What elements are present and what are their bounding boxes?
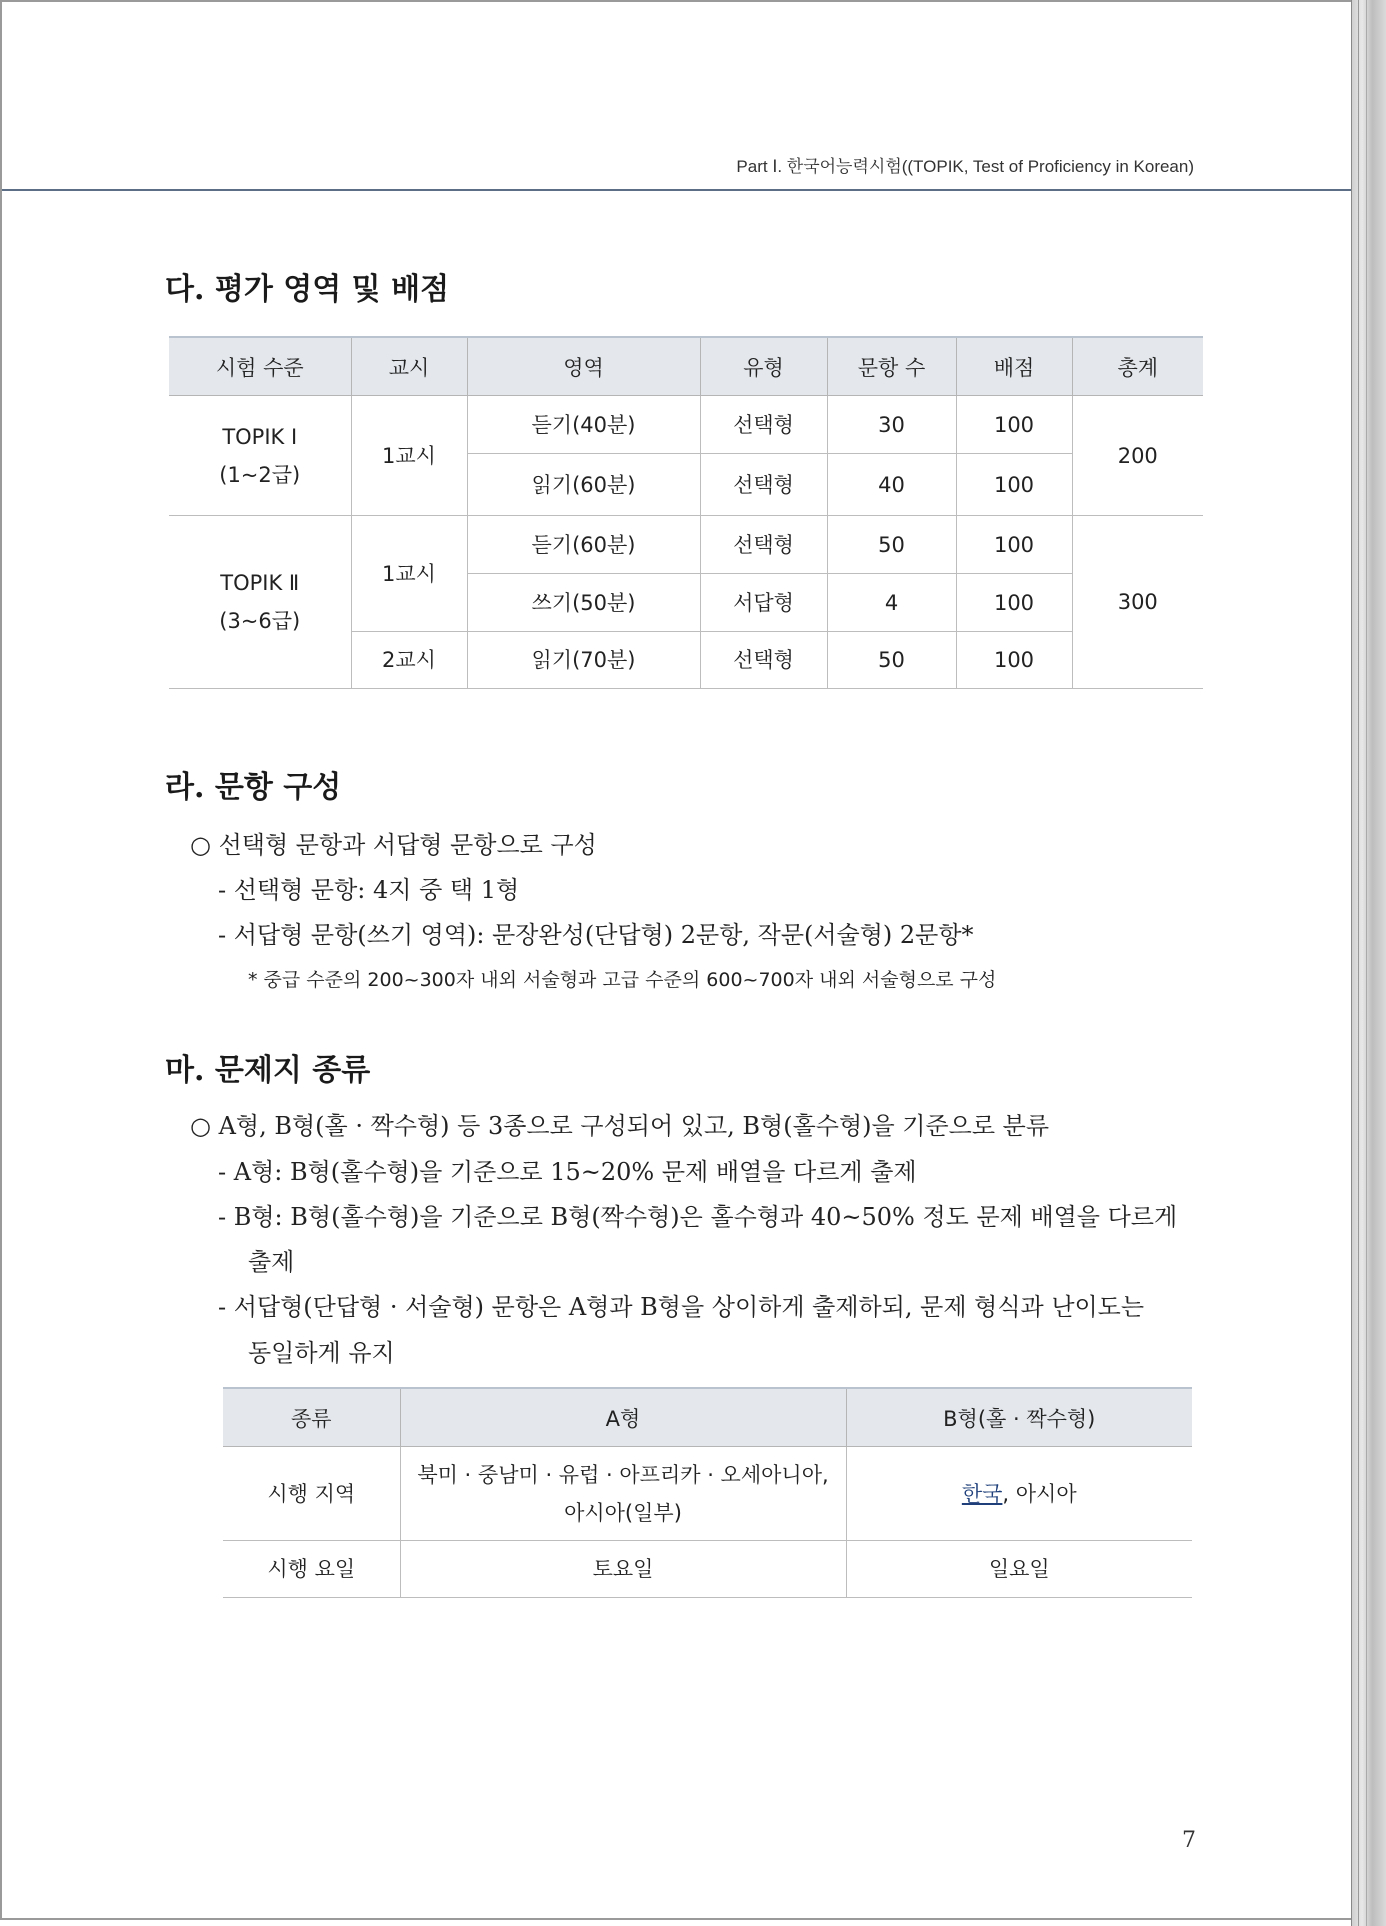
footnote-text: * 중급 수준의 200~300자 내외 서술형과 고급 수준의 600~700자 내외 서술형으로 구성 bbox=[248, 969, 997, 991]
booklet-types-table bbox=[223, 1387, 1192, 1598]
count-cell: 40 bbox=[827, 454, 956, 516]
count-cell: 30 bbox=[827, 396, 956, 454]
score-cell: 100 bbox=[956, 516, 1072, 574]
level-grades: (1~2급) bbox=[219, 462, 301, 487]
total-cell: 200 bbox=[1072, 396, 1203, 516]
level-grades: (3~6급) bbox=[219, 609, 301, 633]
table-row bbox=[169, 516, 1203, 574]
count-cell: 50 bbox=[827, 516, 956, 574]
header-cell: 교시 bbox=[351, 337, 467, 396]
table-row bbox=[169, 396, 1203, 454]
type-cell: 선택형 bbox=[700, 454, 827, 516]
section-title-booklet-types: 마. 문제지 종류 bbox=[165, 1053, 371, 1088]
region-a-cell bbox=[400, 1447, 846, 1541]
score-cell: 100 bbox=[956, 396, 1072, 454]
area-cell: 읽기(60분) bbox=[467, 454, 700, 516]
period-cell: 1교시 bbox=[351, 396, 467, 516]
section-title-evaluation: 다. 평가 영역 및 배점 bbox=[165, 272, 450, 307]
score-cell: 100 bbox=[956, 574, 1072, 632]
running-header: Part Ⅰ. 한국어능력시험((TOPIK, Test of Proficiency in Korean) bbox=[736, 157, 1194, 176]
table-row bbox=[223, 1447, 1192, 1541]
header-cell: 문항 수 bbox=[827, 337, 956, 396]
row-label: 시행 요일 bbox=[223, 1541, 400, 1598]
level-name: TOPIK Ⅰ bbox=[222, 424, 298, 449]
dash-text: - 서답형 문항(쓰기 영역): 문장완성(단답형) 2문항, 작문(서술형) 2문항* bbox=[218, 921, 974, 949]
page-number: 7 bbox=[1182, 1828, 1196, 1853]
header-cell: 시험 수준 bbox=[169, 337, 351, 396]
day-b-cell: 일요일 bbox=[846, 1541, 1192, 1598]
table-header-row bbox=[169, 337, 1203, 396]
dash-text: - A형: B형(홀수형)을 기준으로 15~20% 문제 배열을 다르게 출제 bbox=[218, 1158, 917, 1186]
area-cell: 읽기(70분) bbox=[467, 632, 700, 689]
row-label: 시행 지역 bbox=[223, 1447, 400, 1541]
area-cell: 쓰기(50분) bbox=[467, 574, 700, 632]
header-cell: 영역 bbox=[467, 337, 700, 396]
level-cell bbox=[169, 516, 351, 689]
region-b-rest: , 아시아 bbox=[1002, 1481, 1077, 1506]
region-a-line: 아시아(일부) bbox=[564, 1500, 682, 1525]
score-cell: 100 bbox=[956, 632, 1072, 689]
day-a-cell: 토요일 bbox=[400, 1541, 846, 1598]
dash-text: - 서답형(단답형 · 서술형) 문항은 A형과 B형을 상이하게 출제하되, 문제 형식과 난이도는 bbox=[218, 1293, 1145, 1321]
page-edge bbox=[1351, 0, 1386, 1926]
type-cell: 선택형 bbox=[700, 396, 827, 454]
section-title-item-composition: 라. 문항 구성 bbox=[165, 770, 342, 805]
header-rule bbox=[2, 189, 1356, 191]
header-cell: 배점 bbox=[956, 337, 1072, 396]
total-cell: 300 bbox=[1072, 516, 1203, 689]
level-cell bbox=[169, 396, 351, 516]
dash-text-continued: 출제 bbox=[248, 1248, 295, 1276]
dash-text: - B형: B형(홀수형)을 기준으로 B형(짝수형)은 홀수형과 40~50% 정도 문제 배열을 다르게 bbox=[218, 1203, 1178, 1231]
score-cell: 100 bbox=[956, 454, 1072, 516]
header-cell: A형 bbox=[400, 1388, 846, 1447]
table-header-row bbox=[223, 1388, 1192, 1447]
count-cell: 50 bbox=[827, 632, 956, 689]
period-cell: 1교시 bbox=[351, 516, 467, 632]
bullet-text: ○ 선택형 문항과 서답형 문항으로 구성 bbox=[190, 831, 597, 859]
evaluation-table bbox=[169, 336, 1203, 689]
area-cell: 듣기(60분) bbox=[467, 516, 700, 574]
dash-text: - 선택형 문항: 4지 중 택 1형 bbox=[218, 876, 520, 904]
period-cell: 2교시 bbox=[351, 632, 467, 689]
region-a-line: 북미 · 중남미 · 유럽 · 아프리카 · 오세아니아, bbox=[417, 1462, 829, 1487]
header-cell: 종류 bbox=[223, 1388, 400, 1447]
bullet-text: ○ A형, B형(홀 · 짝수형) 등 3종으로 구성되어 있고, B형(홀수형)을 기준으로 분류 bbox=[190, 1112, 1050, 1140]
dash-text-continued: 동일하게 유지 bbox=[248, 1339, 395, 1367]
region-b-cell bbox=[846, 1447, 1192, 1541]
area-cell: 듣기(40분) bbox=[467, 396, 700, 454]
type-cell: 선택형 bbox=[700, 516, 827, 574]
header-cell: B형(홀 · 짝수형) bbox=[846, 1388, 1192, 1447]
table-row bbox=[223, 1541, 1192, 1598]
korea-link[interactable]: 한국 bbox=[961, 1481, 1003, 1506]
type-cell: 서답형 bbox=[700, 574, 827, 632]
count-cell: 4 bbox=[827, 574, 956, 632]
header-cell: 총계 bbox=[1072, 337, 1203, 396]
header-cell: 유형 bbox=[700, 337, 827, 396]
level-name: TOPIK Ⅱ bbox=[220, 571, 300, 595]
type-cell: 선택형 bbox=[700, 632, 827, 689]
